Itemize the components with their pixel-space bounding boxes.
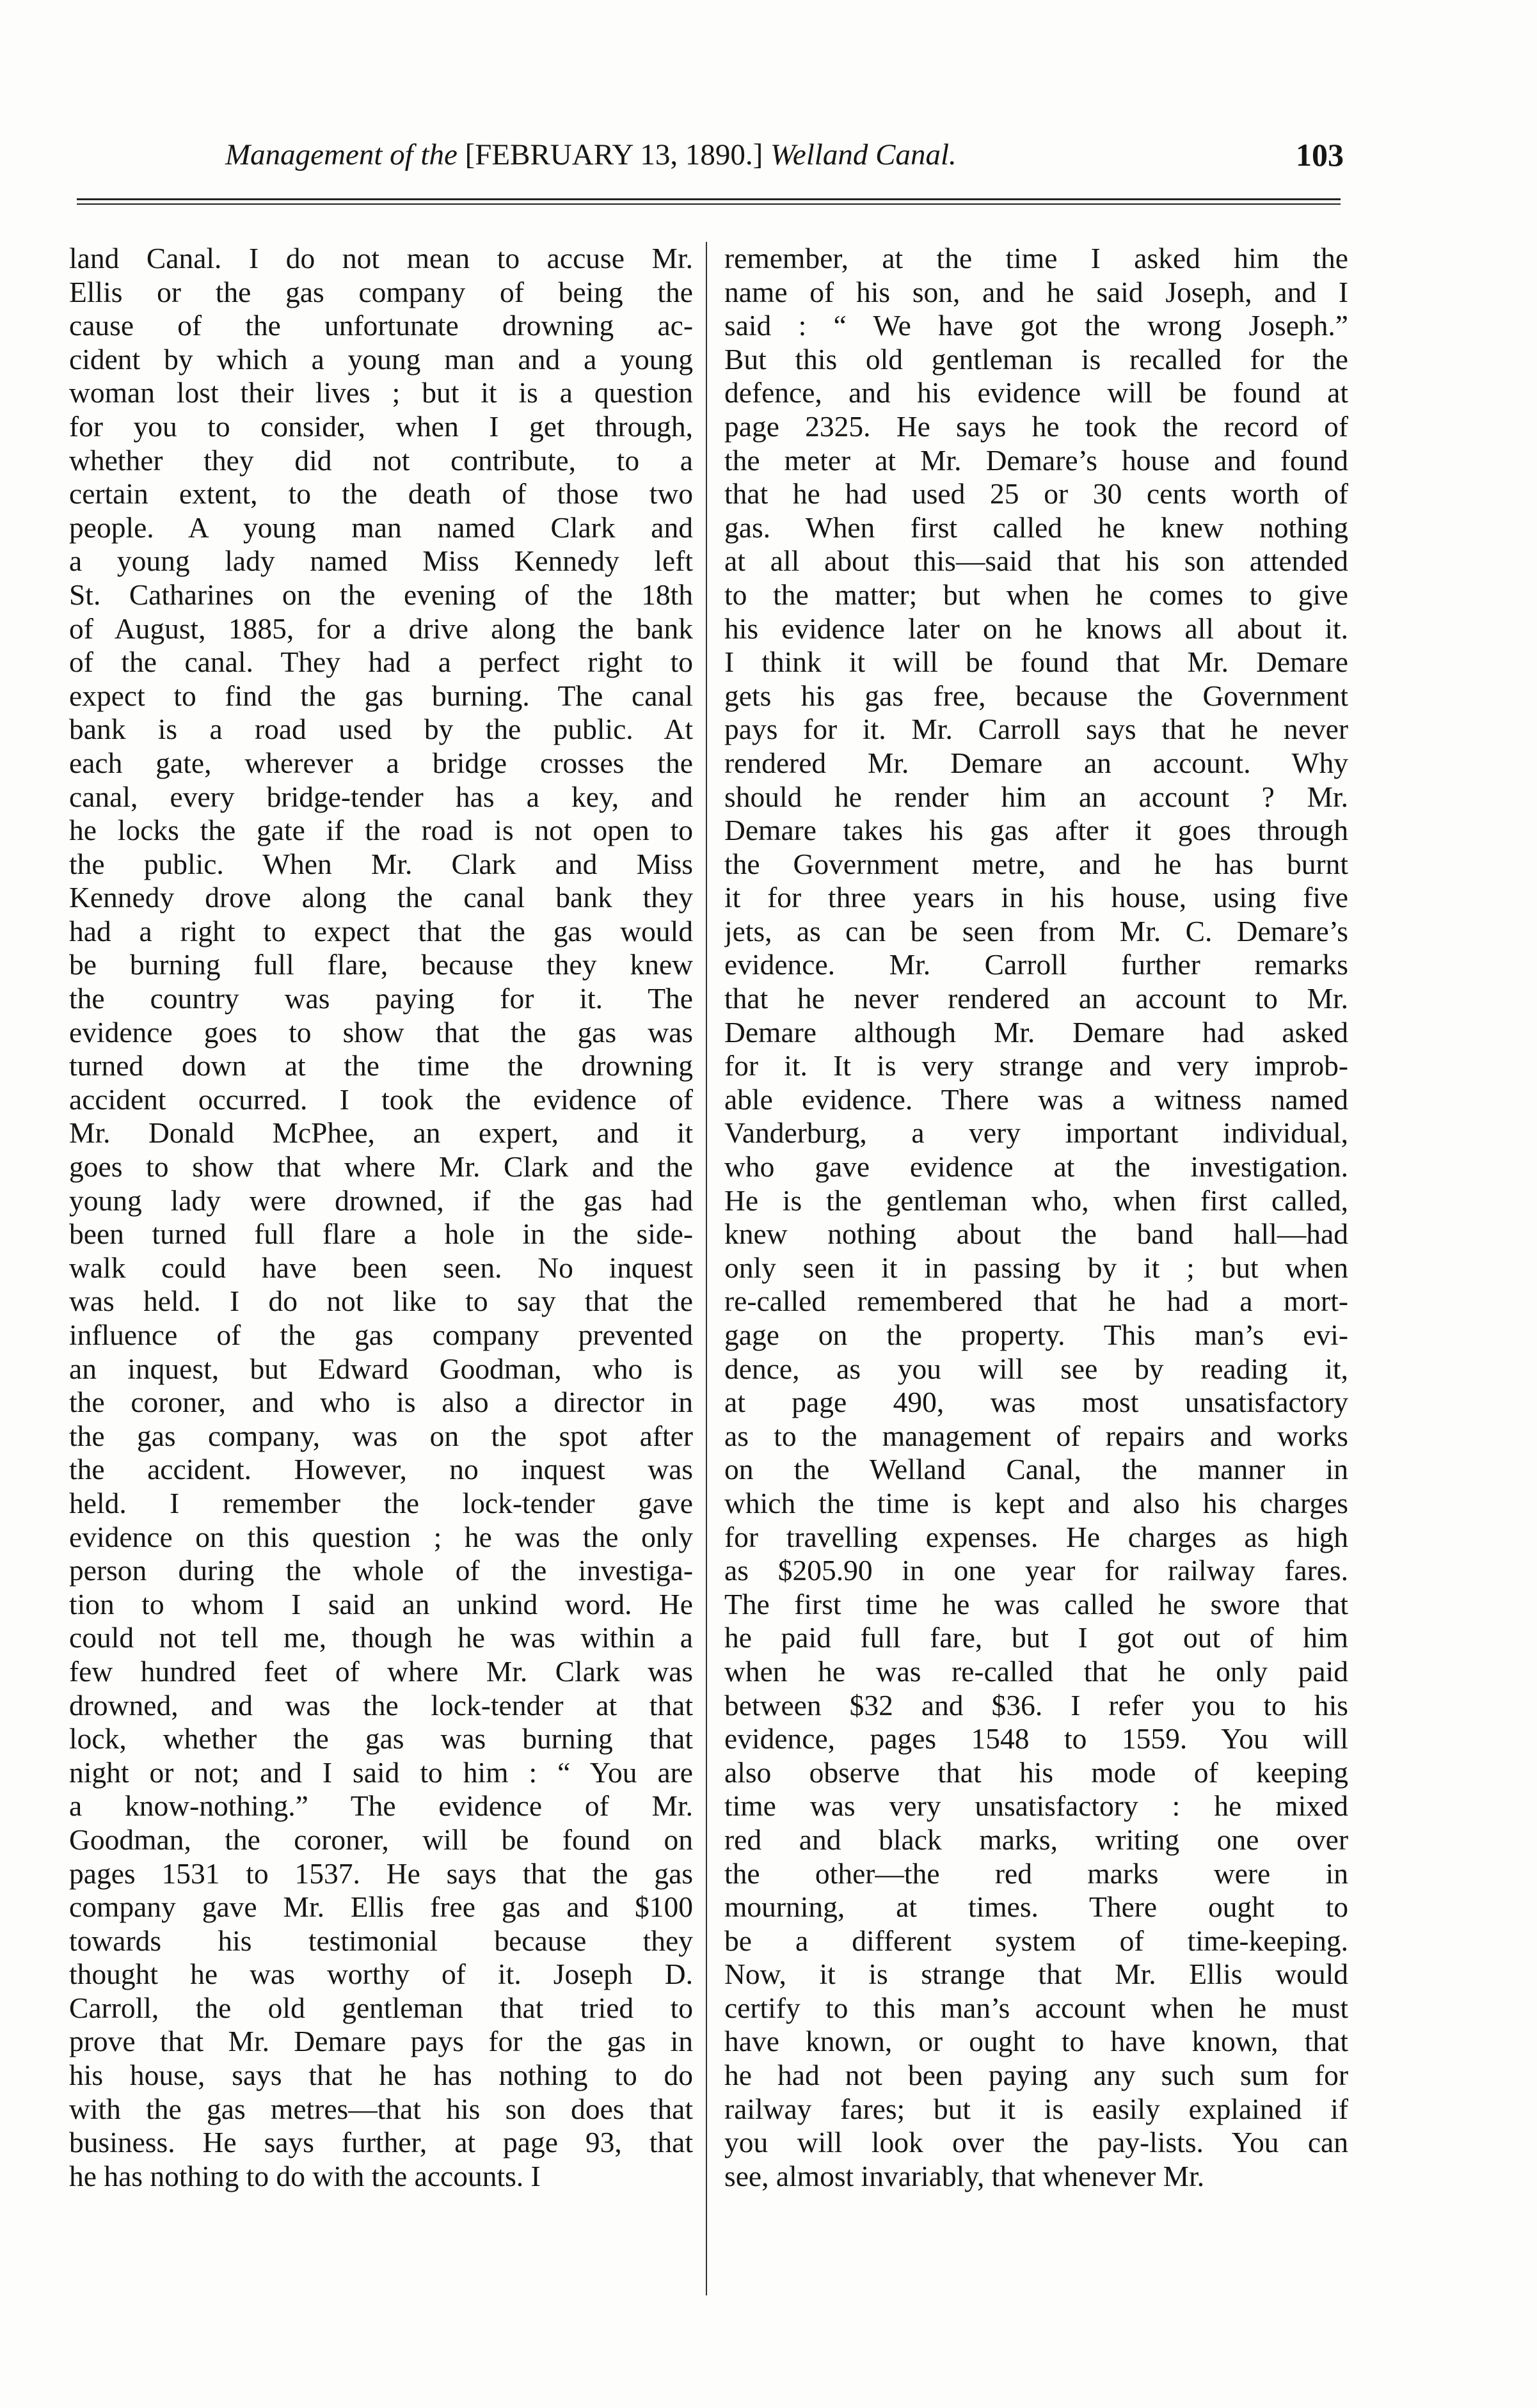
text-line: at all about this—said that his son attended	[724, 544, 1348, 578]
text-line: whether they did not contribute, to a	[69, 443, 693, 477]
text-line: the other—the red marks were in	[724, 1857, 1348, 1890]
text-line: night or not; and I said to him : “ You are	[69, 1755, 693, 1789]
text-line: canal, every bridge-tender has a key, and	[69, 780, 693, 813]
text-line: bank is a road used by the public. At	[69, 713, 693, 746]
page-header	[115, 136, 1344, 187]
text-line: gas. When first called he knew nothing	[724, 511, 1348, 544]
text-line: a young lady named Miss Kennedy left	[69, 544, 693, 578]
text-line: defence, and his evidence will be found at	[724, 376, 1348, 409]
text-line: of the canal. They had a perfect right to	[69, 646, 693, 679]
text-line: the coroner, and who is also a director in	[69, 1386, 693, 1419]
text-line: land Canal. I do not mean to accuse Mr.	[69, 242, 693, 274]
text-line: Ellis or the gas company of being the	[69, 275, 693, 308]
text-line: goes to show that where Mr. Clark and the	[69, 1150, 693, 1184]
text-line: he locks the gate if the road is not open to	[69, 814, 693, 847]
text-line: should he render him an account ? Mr.	[724, 780, 1348, 813]
text-line: for travelling expenses. He charges as high	[724, 1520, 1348, 1553]
text-line: Kennedy drove along the canal bank they	[69, 881, 693, 914]
text-line: cident by which a young man and a young	[69, 342, 693, 376]
text-line: influence of the gas company prevented	[69, 1319, 693, 1351]
text-line: thought he was worthy of it. Joseph D.	[69, 1958, 693, 1991]
text-line: be burning full flare, because they knew	[69, 948, 693, 981]
text-line: evidence. Mr. Carroll further remarks	[724, 948, 1348, 981]
right-column	[724, 242, 1348, 2193]
text-line: be a different system of time-keeping.	[724, 1924, 1348, 1957]
running-head-left: Management of the	[225, 138, 458, 171]
text-line: St. Catharines on the evening of the 18th	[69, 578, 693, 611]
text-line: the gas company, was on the spot after	[69, 1419, 693, 1452]
text-line: as $205.90 in one year for railway fares.	[724, 1554, 1348, 1587]
text-line: the accident. However, no inquest was	[69, 1453, 693, 1486]
text-line: the meter at Mr. Demare’s house and found	[724, 443, 1348, 477]
text-line: dence, as you will see by reading it,	[724, 1352, 1348, 1385]
text-line: his house, says that he has nothing to do	[69, 2059, 693, 2092]
running-head-right: Welland Canal.	[770, 138, 957, 171]
text-line: time was very unsatisfactory : he mixed	[724, 1789, 1348, 1823]
text-line: to the matter; but when he comes to give	[724, 578, 1348, 611]
text-line: his evidence later on he knows all about it.	[724, 612, 1348, 645]
text-line: he has nothing to do with the accounts. I	[69, 2159, 541, 2192]
text-line: said : “ We have got the wrong Joseph.”	[724, 309, 1348, 342]
text-line: you will look over the pay-lists. You can	[724, 2126, 1348, 2159]
text-line: on the Welland Canal, the manner in	[724, 1453, 1348, 1486]
header-rule	[77, 198, 1341, 205]
text-line: Now, it is strange that Mr. Ellis would	[724, 1958, 1348, 1991]
text-line: which the time is kept and also his charges	[724, 1486, 1348, 1519]
text-line: evidence on this question ; he was the only	[69, 1520, 693, 1553]
text-line: Demare although Mr. Demare had asked	[724, 1015, 1348, 1049]
text-line: Vanderburg, a very important individual,	[724, 1116, 1348, 1150]
text-line: towards his testimonial because they	[69, 1924, 693, 1957]
text-line: people. A young man named Clark and	[69, 511, 693, 544]
text-line: certify to this man’s account when he must	[724, 1991, 1348, 2024]
text-line: of August, 1885, for a drive along the bank	[69, 612, 693, 645]
text-line: remember, at the time I asked him the	[724, 242, 1348, 274]
text-line: gets his gas free, because the Government	[724, 679, 1348, 712]
text-line: been turned full flare a hole in the side-	[69, 1217, 693, 1251]
text-line: The first time he was called he swore that	[724, 1587, 1348, 1620]
text-line: it for three years in his house, using five	[724, 881, 1348, 914]
text-line: able evidence. There was a witness named	[724, 1082, 1348, 1116]
text-line: had a right to expect that the gas would	[69, 914, 693, 947]
text-line: the Government metre, and he has burnt	[724, 847, 1348, 880]
text-line: he had not been paying any such sum for	[724, 2059, 1348, 2092]
text-line: he paid full fare, but I got out of him	[724, 1621, 1348, 1654]
text-line: mourning, at times. There ought to	[724, 1890, 1348, 1924]
text-line: Mr. Donald McPhee, an expert, and it	[69, 1116, 693, 1150]
text-line: at page 490, was most unsatisfactory	[724, 1386, 1348, 1419]
text-line: certain extent, to the death of those two	[69, 477, 693, 511]
text-line: with the gas metres—that his son does that	[69, 2092, 693, 2125]
text-line: jets, as can be seen from Mr. C. Demare’s	[724, 914, 1348, 947]
text-line: rendered Mr. Demare an account. Why	[724, 746, 1348, 779]
left-column	[69, 242, 693, 2193]
text-line: accident occurred. I took the evidence of	[69, 1082, 693, 1116]
running-head	[225, 136, 957, 174]
text-line: pages 1531 to 1537. He says that the gas	[69, 1857, 693, 1890]
text-line: when he was re-called that he only paid	[724, 1654, 1348, 1688]
text-line: a know-nothing.” The evidence of Mr.	[69, 1789, 693, 1823]
text-line: for it. It is very strange and very improb-	[724, 1049, 1348, 1082]
text-line: re-called remembered that he had a mort-	[724, 1285, 1348, 1318]
text-line: Goodman, the coroner, will be found on	[69, 1823, 693, 1856]
text-line: have known, or ought to have known, that	[724, 2025, 1348, 2058]
text-line: page 2325. He says he took the record of	[724, 409, 1348, 443]
text-line: person during the whole of the investiga-	[69, 1554, 693, 1587]
text-line: who gave evidence at the investigation.	[724, 1150, 1348, 1184]
text-line: that he had used 25 or 30 cents worth of	[724, 477, 1348, 511]
text-line: railway fares; but it is easily explained if	[724, 2092, 1348, 2125]
text-line: between $32 and $36. I refer you to his	[724, 1688, 1348, 1722]
text-line: red and black marks, writing one over	[724, 1823, 1348, 1856]
text-line: prove that Mr. Demare pays for the gas in	[69, 2025, 693, 2058]
text-line: young lady were drowned, if the gas had	[69, 1184, 693, 1217]
text-line: lock, whether the gas was burning that	[69, 1722, 693, 1755]
text-line: the public. When Mr. Clark and Miss	[69, 847, 693, 880]
text-line: that he never rendered an account to Mr.	[724, 982, 1348, 1015]
text-line: cause of the unfortunate drowning ac-	[69, 309, 693, 342]
text-line: business. He says further, at page 93, that	[69, 2126, 693, 2159]
text-line: But this old gentleman is recalled for the	[724, 342, 1348, 376]
page-number: 103	[1296, 137, 1344, 173]
text-line: for you to consider, when I get through,	[69, 409, 693, 443]
text-line: pays for it. Mr. Carroll says that he never	[724, 713, 1348, 746]
text-line: drowned, and was the lock-tender at that	[69, 1688, 693, 1722]
text-line: I think it will be found that Mr. Demare	[724, 646, 1348, 679]
text-line: woman lost their lives ; but it is a question	[69, 376, 693, 409]
text-line: each gate, wherever a bridge crosses the	[69, 746, 693, 779]
text-line: only seen it in passing by it ; but when	[724, 1251, 1348, 1284]
text-line: He is the gentleman who, when first called,	[724, 1184, 1348, 1217]
text-line: tion to whom I said an unkind word. He	[69, 1587, 693, 1620]
text-line: Demare takes his gas after it goes through	[724, 814, 1348, 847]
text-line: evidence goes to show that the gas was	[69, 1015, 693, 1049]
text-line: knew nothing about the band hall—had	[724, 1217, 1348, 1251]
text-line: see, almost invariably, that whenever Mr.	[724, 2159, 1205, 2192]
text-line: gage on the property. This man’s evi-	[724, 1319, 1348, 1351]
text-line: as to the management of repairs and works	[724, 1419, 1348, 1452]
text-line: also observe that his mode of keeping	[724, 1755, 1348, 1789]
text-line: the country was paying for it. The	[69, 982, 693, 1015]
text-line: walk could have been seen. No inquest	[69, 1251, 693, 1284]
running-head-date: [FEBRUARY 13, 1890.]	[465, 138, 763, 171]
text-line: turned down at the time the drowning	[69, 1049, 693, 1082]
text-line: name of his son, and he said Joseph, and I	[724, 275, 1348, 308]
column-divider	[706, 242, 707, 2295]
text-line: held. I remember the lock-tender gave	[69, 1486, 693, 1519]
text-line: was held. I do not like to say that the	[69, 1285, 693, 1318]
text-line: could not tell me, though he was within a	[69, 1621, 693, 1654]
text-line: company gave Mr. Ellis free gas and $100	[69, 1890, 693, 1924]
text-line: evidence, pages 1548 to 1559. You will	[724, 1722, 1348, 1755]
text-line: few hundred feet of where Mr. Clark was	[69, 1654, 693, 1688]
text-line: Carroll, the old gentleman that tried to	[69, 1991, 693, 2024]
text-line: expect to find the gas burning. The canal	[69, 679, 693, 712]
text-line: an inquest, but Edward Goodman, who is	[69, 1352, 693, 1385]
